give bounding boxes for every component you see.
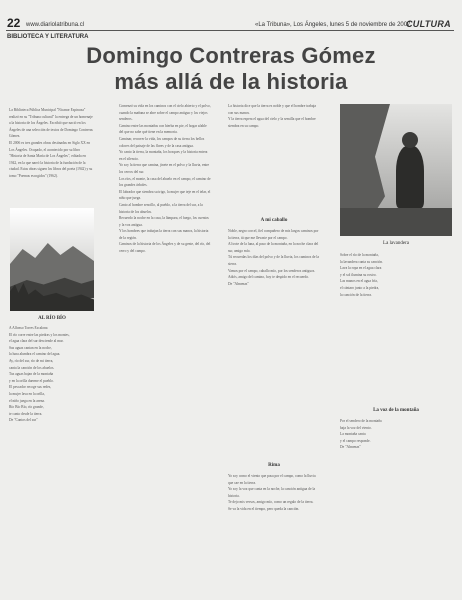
- figure-head: [402, 132, 418, 148]
- poem-rima: Yo soy como el viento que pasa por el campo, como la lluvia que cae en la tierra. Yo soy la voz que canta en la noche, la canción antigua de la historia. Te dejo mis versos, amigo mío, como un regalo de la tierra. Se va la vida en el tiempo, pero queda la canción.: [228, 474, 316, 511]
- date-line: «La Tribuna», Los Ángeles, lunes 5 de noviembre de 2007: [255, 22, 411, 28]
- poem-montana: Por el sendero de la montaña baja la voz del viento. La montaña canta y el campo responde. De "Almenas": [340, 419, 382, 450]
- section-label: BIBLIOTECA Y LITERATURA: [7, 34, 89, 40]
- poem-title-rio-bio: AL RÍO BÍO: [38, 316, 66, 321]
- landscape-photo: [10, 208, 94, 311]
- article-title-line2: más allá de la historia: [114, 69, 348, 94]
- site-url: www.diariolatribuna.cl: [26, 22, 85, 28]
- poem-lavandera: Sobre el río de la montaña, la lavandera canta su canción. Lava la ropa en el agua clara y el sol ilumina su rostro. Las manos en el agua fría, el cántaro junto a la piedra, la canción de la tierra.: [340, 253, 384, 297]
- page-number: 22: [7, 16, 21, 30]
- article-intro: La Biblioteca Pública Municipal "Nicanor Espinoza" realizó en su "Tribuna cultural" la entrega de un homenaje a la historia de los Ángeles. Escribió que nació en los Ángeles de una selección de textos de Domingo Contreras Gómez. El 2006 es tres grandes obras destinadas en Siglo XX en Los Ángeles. Ocupado, el acontecido por su libro "Historia de Santa María de Los Ángeles", editada en 1942, en la que narró la historia de la fundación de la ciudad. Estas obras siguen los libros del poeta (1942) y su tomo "Poemas escogidos" (1962).: [9, 108, 93, 178]
- poem-title-caballo: A mi caballo: [260, 218, 288, 223]
- poem-rio-bio: A Alfonso Torres Escalona El río corre entre las piedras y los montes, el agua clara del sur desciende al mar. Sus aguas cantan en la noche, la luna alumbra el camino del agua. Ay, río del sur, río de mi tierra, canta la canción de los abuelos. Tus aguas bajan de la montaña y en la orilla duerme el pueblo. El pescador recoge sus redes, la mujer lava en la orilla, el niño juega en la arena. Río Bío Bío, río grande, te canto desde la tierra. De "Cantos del sur": [9, 326, 70, 423]
- column-3-text: La historia dice que la tierra es noble y que el hombre trabaja con sus manos. Y la tierra espera el agua del cielo y la semilla que el hombre siembra en su campo.: [228, 104, 317, 128]
- figure-silhouette: [396, 146, 424, 208]
- photo-ground: [340, 208, 452, 236]
- caption-lavandera: La lavandera: [383, 241, 409, 246]
- poem-caballo: Noble, negro corcel, fiel compañero de mis largos caminos por la tierra, tú que me llevaste por el campo. Al trote de la luna, al paso de la montaña, en la noche clara del sur, amigo mío. Tú recuerdas los días del polvo y de la lluvia, los caminos de la sierra. Vamos por el campo, caballo mío, por los senderos antiguos. Adiós, amigo del camino, hoy te despido en el recuerdo. De "Almenas": [228, 229, 320, 286]
- lavandera-photo: [340, 104, 452, 236]
- poem-title-rima: Rima: [268, 463, 280, 468]
- header-rule: [6, 30, 454, 31]
- section-tag-cultura: CULTURA: [406, 19, 451, 29]
- poem-title-montana: La voz de la montaña: [373, 408, 419, 413]
- article-title-line1: Domingo Contreras Gómez: [86, 43, 376, 68]
- column-2-text: Comenzó su vida en los caminos con el cielo abierto y el polvo, cuando la mañana se abre sobre el campo antiguo y los viejos senderos. Camino entre las montañas con hierba en pie, el hogar afable del que no sabe qué tiene en la memoria. Caminar, recorrer la vida, los campos de su tierra los bellos colores del paisaje de las flores y de la casa antigua. Yo canto la tierra, la montaña, los bosques y la historia entera en el silencio. Yo soy la tierra que camina, jinete en el polvo y la lluvia, entre los cerros del sur. Los ríos, el monte, la casa del abuelo en el campo, el camino de los grandes árboles. El labrador que siembra su trigo, la mujer que teje en el telar, el niño que juega. Canto al hombre sencillo, al pueblo, a la tierra del sur, a la historia de los abuelos. Recuerdo la noche en la casa, la lámpara, el fuego, los cuentos y la voz antigua. Y los hombres que trabajan la tierra con sus manos, la historia de la región. Caminos de la historia de los Ángeles y de su gente, del río, del cerro y del campo.: [119, 104, 211, 254]
